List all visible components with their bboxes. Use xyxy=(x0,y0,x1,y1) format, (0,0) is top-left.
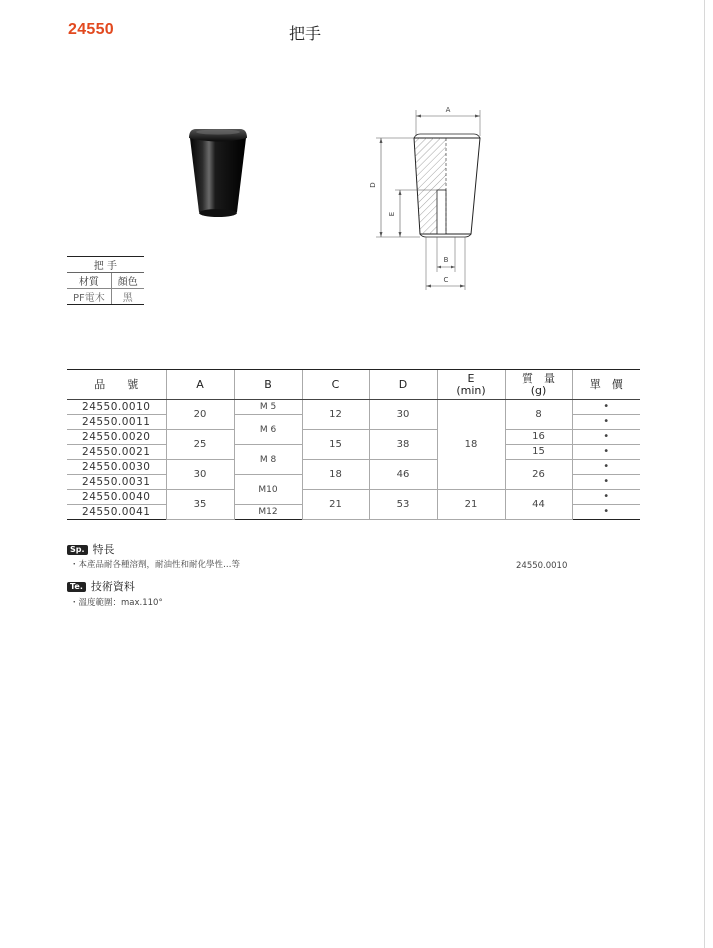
page-edge-line xyxy=(704,0,705,948)
cell-c: 21 xyxy=(302,490,369,520)
sp-badge: Sp. xyxy=(67,545,88,555)
cell-b: M10 xyxy=(234,475,302,505)
col-d: D xyxy=(369,370,437,400)
part-number: 24550.0011 xyxy=(67,415,166,430)
cell-a: 25 xyxy=(166,430,234,460)
table-row xyxy=(67,400,640,415)
dim-label-d: D xyxy=(369,182,377,188)
cell-a: 30 xyxy=(166,460,234,490)
col-e-label: E xyxy=(467,371,475,385)
product-photo xyxy=(182,124,254,220)
part-number: 24550.0010 xyxy=(67,400,166,415)
product-code: 24550 xyxy=(68,21,114,38)
col-e xyxy=(437,370,505,400)
part-number: 24550.0020 xyxy=(67,430,166,445)
part-number: 24550.0040 xyxy=(67,490,166,505)
part-number: 24550.0021 xyxy=(67,445,166,460)
cell-mass: 15 xyxy=(505,445,572,460)
cell-price: • xyxy=(572,490,640,505)
spec-table xyxy=(67,369,640,520)
col-mass-unit: (g) xyxy=(530,383,547,397)
material-value: PF電木 xyxy=(67,289,111,305)
dim-label-a: A xyxy=(445,106,451,114)
cell-mass: 8 xyxy=(505,400,572,430)
cell-a: 35 xyxy=(166,490,234,520)
features-text: ・本產品耐各種溶劑，耐油性和耐化學性…等 xyxy=(70,560,241,570)
cell-e: 18 xyxy=(437,400,505,490)
color-header: 顏色 xyxy=(111,273,144,289)
dim-label-b: B xyxy=(443,256,449,264)
cell-b: M 5 xyxy=(234,400,302,415)
table-row xyxy=(67,490,640,505)
table-row xyxy=(67,460,640,475)
cell-a: 20 xyxy=(166,400,234,430)
col-part-number: 品 號 xyxy=(67,370,166,400)
technical-drawing xyxy=(358,100,488,296)
cell-price: • xyxy=(572,505,640,520)
cell-d: 38 xyxy=(369,430,437,460)
color-value: 黑 xyxy=(111,289,144,305)
part-number: 24550.0031 xyxy=(67,475,166,490)
cell-price: • xyxy=(572,400,640,415)
technical-text: ・溫度範圍：max.110° xyxy=(70,598,163,608)
te-badge: Te. xyxy=(67,582,86,592)
part-number: 24550.0041 xyxy=(67,505,166,520)
part-number: 24550.0030 xyxy=(67,460,166,475)
col-mass-label: 質 量 xyxy=(522,371,555,385)
cell-c: 15 xyxy=(302,430,369,460)
product-title: 把手 xyxy=(289,24,322,43)
col-b: B xyxy=(234,370,302,400)
reference-code: 24550.0010 xyxy=(516,561,568,571)
dim-label-c: C xyxy=(443,276,449,284)
col-price: 單 價 xyxy=(572,370,640,400)
material-header: 材質 xyxy=(67,273,111,289)
col-c: C xyxy=(302,370,369,400)
dim-label-e: E xyxy=(388,211,396,217)
cell-price: • xyxy=(572,445,640,460)
features-heading xyxy=(67,541,115,557)
cell-b: M12 xyxy=(234,505,302,520)
cell-price: • xyxy=(572,460,640,475)
cell-b: M 8 xyxy=(234,445,302,475)
cell-price: • xyxy=(572,415,640,430)
cell-mass: 16 xyxy=(505,430,572,445)
material-table-title: 把 手 xyxy=(67,257,144,273)
table-row xyxy=(67,430,640,445)
cell-c: 18 xyxy=(302,460,369,490)
cell-mass: 26 xyxy=(505,460,572,490)
col-mass xyxy=(505,370,572,400)
col-a: A xyxy=(166,370,234,400)
cell-d: 30 xyxy=(369,400,437,430)
col-e-unit: (min) xyxy=(456,383,486,397)
cell-e: 21 xyxy=(437,490,505,520)
cell-mass: 44 xyxy=(505,490,572,520)
cell-c: 12 xyxy=(302,400,369,430)
cell-d: 46 xyxy=(369,460,437,490)
cell-d: 53 xyxy=(369,490,437,520)
material-table xyxy=(67,256,144,305)
technical-title: 技術資料 xyxy=(90,580,135,593)
cell-price: • xyxy=(572,430,640,445)
features-title: 特長 xyxy=(92,543,115,556)
cell-price: • xyxy=(572,475,640,490)
cell-b: M 6 xyxy=(234,415,302,445)
technical-heading xyxy=(67,578,135,594)
